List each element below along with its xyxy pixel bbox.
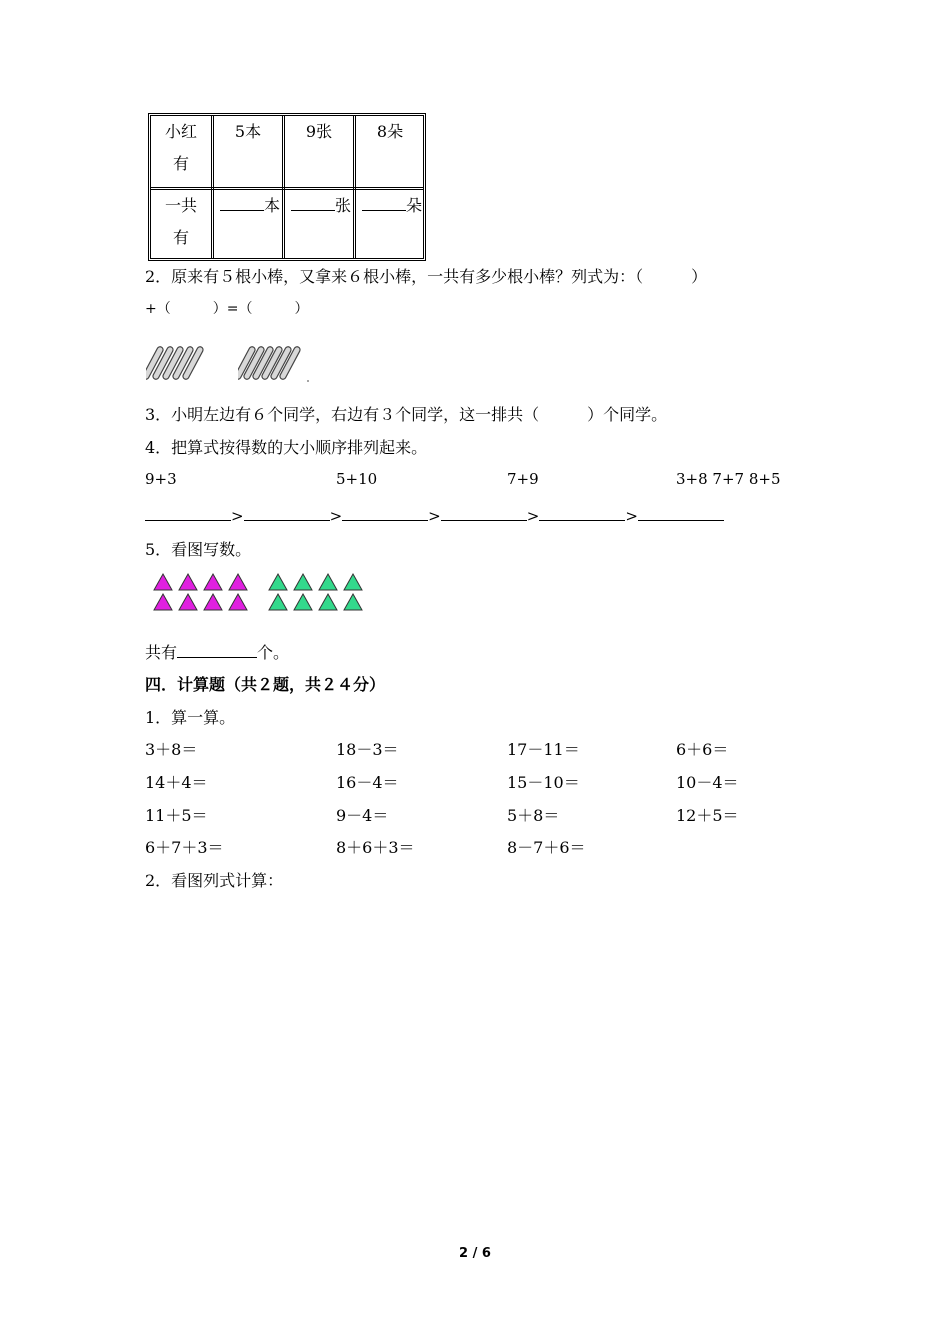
calc-item: 10－4＝ — [676, 773, 739, 792]
green-triangle — [319, 574, 337, 590]
answer-blank[interactable] — [145, 502, 231, 521]
table-answer-cell[interactable] — [214, 190, 282, 222]
question-4-title: 4．把算式按得数的大小顺序排列起来。 — [145, 438, 428, 457]
table-answer-cell[interactable] — [285, 190, 353, 222]
question-2-formula: +（ ）=（ ） — [145, 301, 309, 317]
calc-item: 14＋4＝ — [145, 773, 208, 792]
section-heading: 四．计算题（共２题，共２４分） — [145, 675, 386, 694]
triangles-image — [150, 572, 370, 620]
question-5-title: 5．看图写数。 — [145, 540, 252, 559]
sticks-6-image — [238, 337, 312, 383]
calc-item: 8－7＋6＝ — [507, 838, 586, 857]
table-cell: 5本 — [234, 122, 262, 141]
table-row-header — [151, 190, 211, 254]
green-triangle — [294, 574, 312, 590]
count-table — [148, 113, 426, 261]
answer-blank[interactable] — [177, 639, 257, 658]
expression: 5+10 — [336, 470, 378, 488]
answer-blank[interactable] — [342, 502, 428, 521]
answer-blank[interactable] — [539, 502, 625, 521]
calc-item: 6＋7＋3＝ — [145, 838, 224, 857]
magenta-triangle — [229, 594, 247, 610]
expression: 3+8 7+7 8+5 — [676, 470, 781, 488]
answer-suffix: 个。 — [257, 643, 290, 662]
magenta-triangle — [154, 594, 172, 610]
table-unit: 张 — [334, 196, 351, 215]
table-unit: 本 — [263, 196, 280, 215]
calc-item: 9－4＝ — [336, 806, 389, 825]
greater-than-sign: > — [231, 507, 244, 525]
green-triangle — [269, 574, 287, 590]
table-cell: 9张 — [305, 122, 333, 141]
calc-item: 8＋6＋3＝ — [336, 838, 415, 857]
green-triangle — [344, 574, 362, 590]
magenta-triangle — [229, 574, 247, 590]
calc-item: 3＋8＝ — [145, 740, 198, 759]
expression: 9+3 — [145, 470, 177, 488]
magenta-triangle — [154, 574, 172, 590]
question-3: 3．小明左边有６个同学，右边有３个同学，这一排共（ ）个同学。 — [145, 405, 668, 424]
page-number: 2 / 6 — [459, 1246, 491, 1261]
calc-item: 12＋5＝ — [676, 806, 739, 825]
answer-blank[interactable] — [638, 502, 724, 521]
green-triangle — [294, 594, 312, 610]
calc-item: 5＋8＝ — [507, 806, 560, 825]
question-5-answer — [145, 639, 289, 663]
table-answer-cell[interactable] — [356, 190, 424, 222]
magenta-triangle — [179, 574, 197, 590]
answer-blank[interactable] — [220, 192, 264, 211]
calc-item: 16－4＝ — [336, 773, 399, 792]
answer-blank[interactable] — [244, 502, 330, 521]
ordering-row — [145, 502, 724, 525]
green-triangle — [319, 594, 337, 610]
table-unit: 朵 — [405, 196, 422, 215]
answer-blank[interactable] — [362, 192, 406, 211]
magenta-triangle — [204, 594, 222, 610]
magenta-triangle — [204, 574, 222, 590]
table-header-line: 小红 — [164, 122, 197, 141]
greater-than-sign: > — [329, 507, 343, 525]
greater-than-sign: > — [526, 507, 540, 525]
table-header-line: 有 — [172, 154, 189, 173]
answer-blank[interactable] — [441, 502, 527, 521]
sticks-5-image — [146, 337, 210, 381]
answer-prefix: 共有 — [145, 643, 178, 662]
answer-blank[interactable] — [291, 192, 335, 211]
green-triangle — [344, 594, 362, 610]
table-row-header — [151, 116, 211, 180]
greater-than-sign: > — [625, 507, 638, 525]
table-header-line: 一共 — [164, 196, 197, 215]
magenta-triangle — [179, 594, 197, 610]
calc-item: 11＋5＝ — [145, 806, 208, 825]
calc-item: 15－10＝ — [507, 773, 580, 792]
expression: 7+9 — [507, 470, 539, 488]
question-2: 2．原来有５根小棒，又拿来６根小棒，一共有多少根小棒？列式为：（ ） — [145, 267, 708, 286]
table-header-line: 有 — [172, 228, 189, 247]
calc-item: 6＋6＝ — [676, 740, 729, 759]
sub-question-1: 1．算一算。 — [145, 708, 236, 727]
sub-question-2: 2．看图列式计算： — [145, 871, 284, 890]
greater-than-sign: > — [428, 507, 441, 525]
calc-item: 17－11＝ — [507, 740, 580, 759]
calc-item: 18－3＝ — [336, 740, 399, 759]
table-cell: 8朵 — [376, 122, 404, 141]
green-triangle — [269, 594, 287, 610]
